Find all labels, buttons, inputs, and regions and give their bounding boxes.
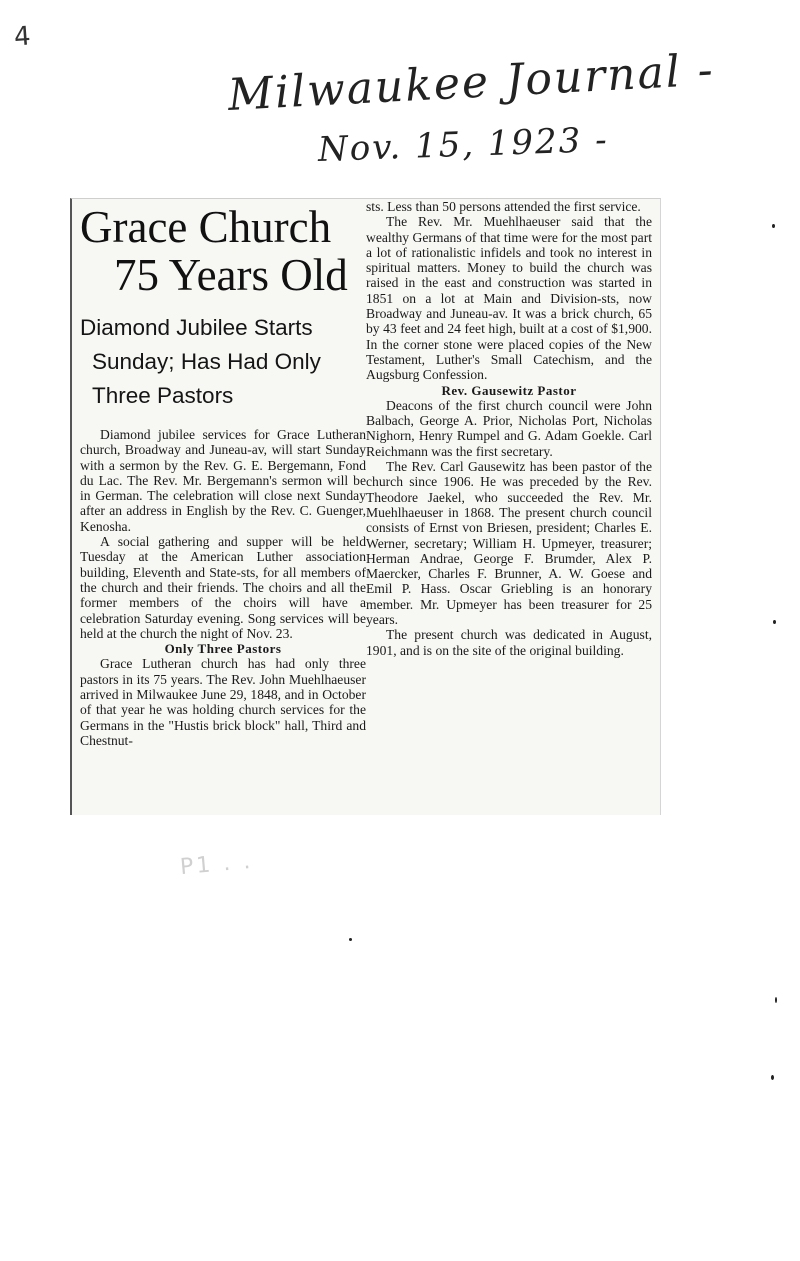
headline-line-2: 75 Years Old xyxy=(114,250,348,300)
handwritten-source: Milwaukee Journal - xyxy=(226,44,716,121)
section-subtitle: Only Three Pastors xyxy=(164,641,282,657)
subhead-line-1: Diamond Jubilee Starts xyxy=(80,315,313,340)
paragraph: Diamond jubilee services for Grace Lutheran church, Broadway and Juneau-av, will start Sunday with a sermon by the Rev. G. E. Bergemann, Fond du Lac. The Rev. Mr. Bergemann's sermon will be in German. The celebration will close next Sunday after an address in English by the Rev. C. Guenger, Kenosha. xyxy=(80,427,366,534)
scan-speck xyxy=(771,1075,774,1080)
paragraph: Grace Lutheran church has had only three pastors in its 75 years. The Rev. John Muehlhaeuser arrived in Milwaukee June 29, 1848, and in October of that year he was holding church services for the Germans in the "Hustis brick block" hall, Third and Chestnut- xyxy=(80,656,366,748)
scan-speck xyxy=(775,997,777,1003)
subhead-line-3: Three Pastors xyxy=(92,383,234,408)
newspaper-clipping xyxy=(70,198,661,815)
paragraph: sts. Less than 50 persons attended the first service. xyxy=(366,199,641,214)
scan-speck xyxy=(773,620,776,624)
paragraph: The Rev. Carl Gausewitz has been pastor of the church since 1906. He was preceded by the Rev. Theodore Jaekel, who succeeded the Rev. Mr. Muehlhaeuser in 1868. The present church council consists of Ernst von Briesen, president; Charles E. Werner, secretary; William H. Upmeyer, treasurer; Herman Andrae, George F. Brumder, Alex P. Maercker, Charles F. Brunner, A. W. Goese and Emil P. Hass. Oscar Griebling is an honorary member. Mr. Upmeyer has been treasurer for 25 years. xyxy=(366,459,652,628)
headline xyxy=(80,203,366,299)
paragraph: The Rev. Mr. Muehlhaeuser said that the wealthy Germans of that time were for the most part a lot of rationalistic infidels and took no interest in spiritual matters. Money to build the church was raised in the east and construction was started in 1851 on a lot at Main and Division-sts, now Broadway and Juneau-av. It was a brick church, 65 by 43 feet and 24 feet high, built at a cost of $1,900. In the corner stone were placed copies of the New Testament, Luther's Small Catechism, and the Augsburg Confession. xyxy=(366,214,652,383)
scan-speck xyxy=(772,224,775,228)
faint-stamp: P1 . . xyxy=(179,848,255,881)
left-column xyxy=(80,199,366,748)
paragraph: Deacons of the first church council were John Balbach, George A. Prior, Nicholas Port, Nicholas Nighorn, Henry Rumpel and G. Adam Goekle. Carl Reichmann was the first secretary. xyxy=(366,397,652,459)
scan-speck xyxy=(349,938,352,941)
handwritten-date: Nov. 15, 1923 - xyxy=(317,119,610,170)
subheadline xyxy=(80,311,366,413)
right-column xyxy=(366,199,652,658)
section-subtitle: Rev. Gausewitz Pastor xyxy=(441,382,577,398)
paragraph: A social gathering and supper will be held Tuesday at the American Luther association building, Eleventh and State-sts, for all members of the church and their friends. The choirs and all the former members of the choirs will have a celebration Saturday evening. Song services will be held at the church the night of Nov. 23. xyxy=(80,534,366,641)
page-number: 4 xyxy=(12,21,32,53)
headline-line-1: Grace Church xyxy=(80,202,332,252)
paragraph: The present church was dedicated in August, 1901, and is on the site of the original building. xyxy=(366,627,652,658)
subhead-line-2: Sunday; Has Had Only xyxy=(92,349,321,374)
